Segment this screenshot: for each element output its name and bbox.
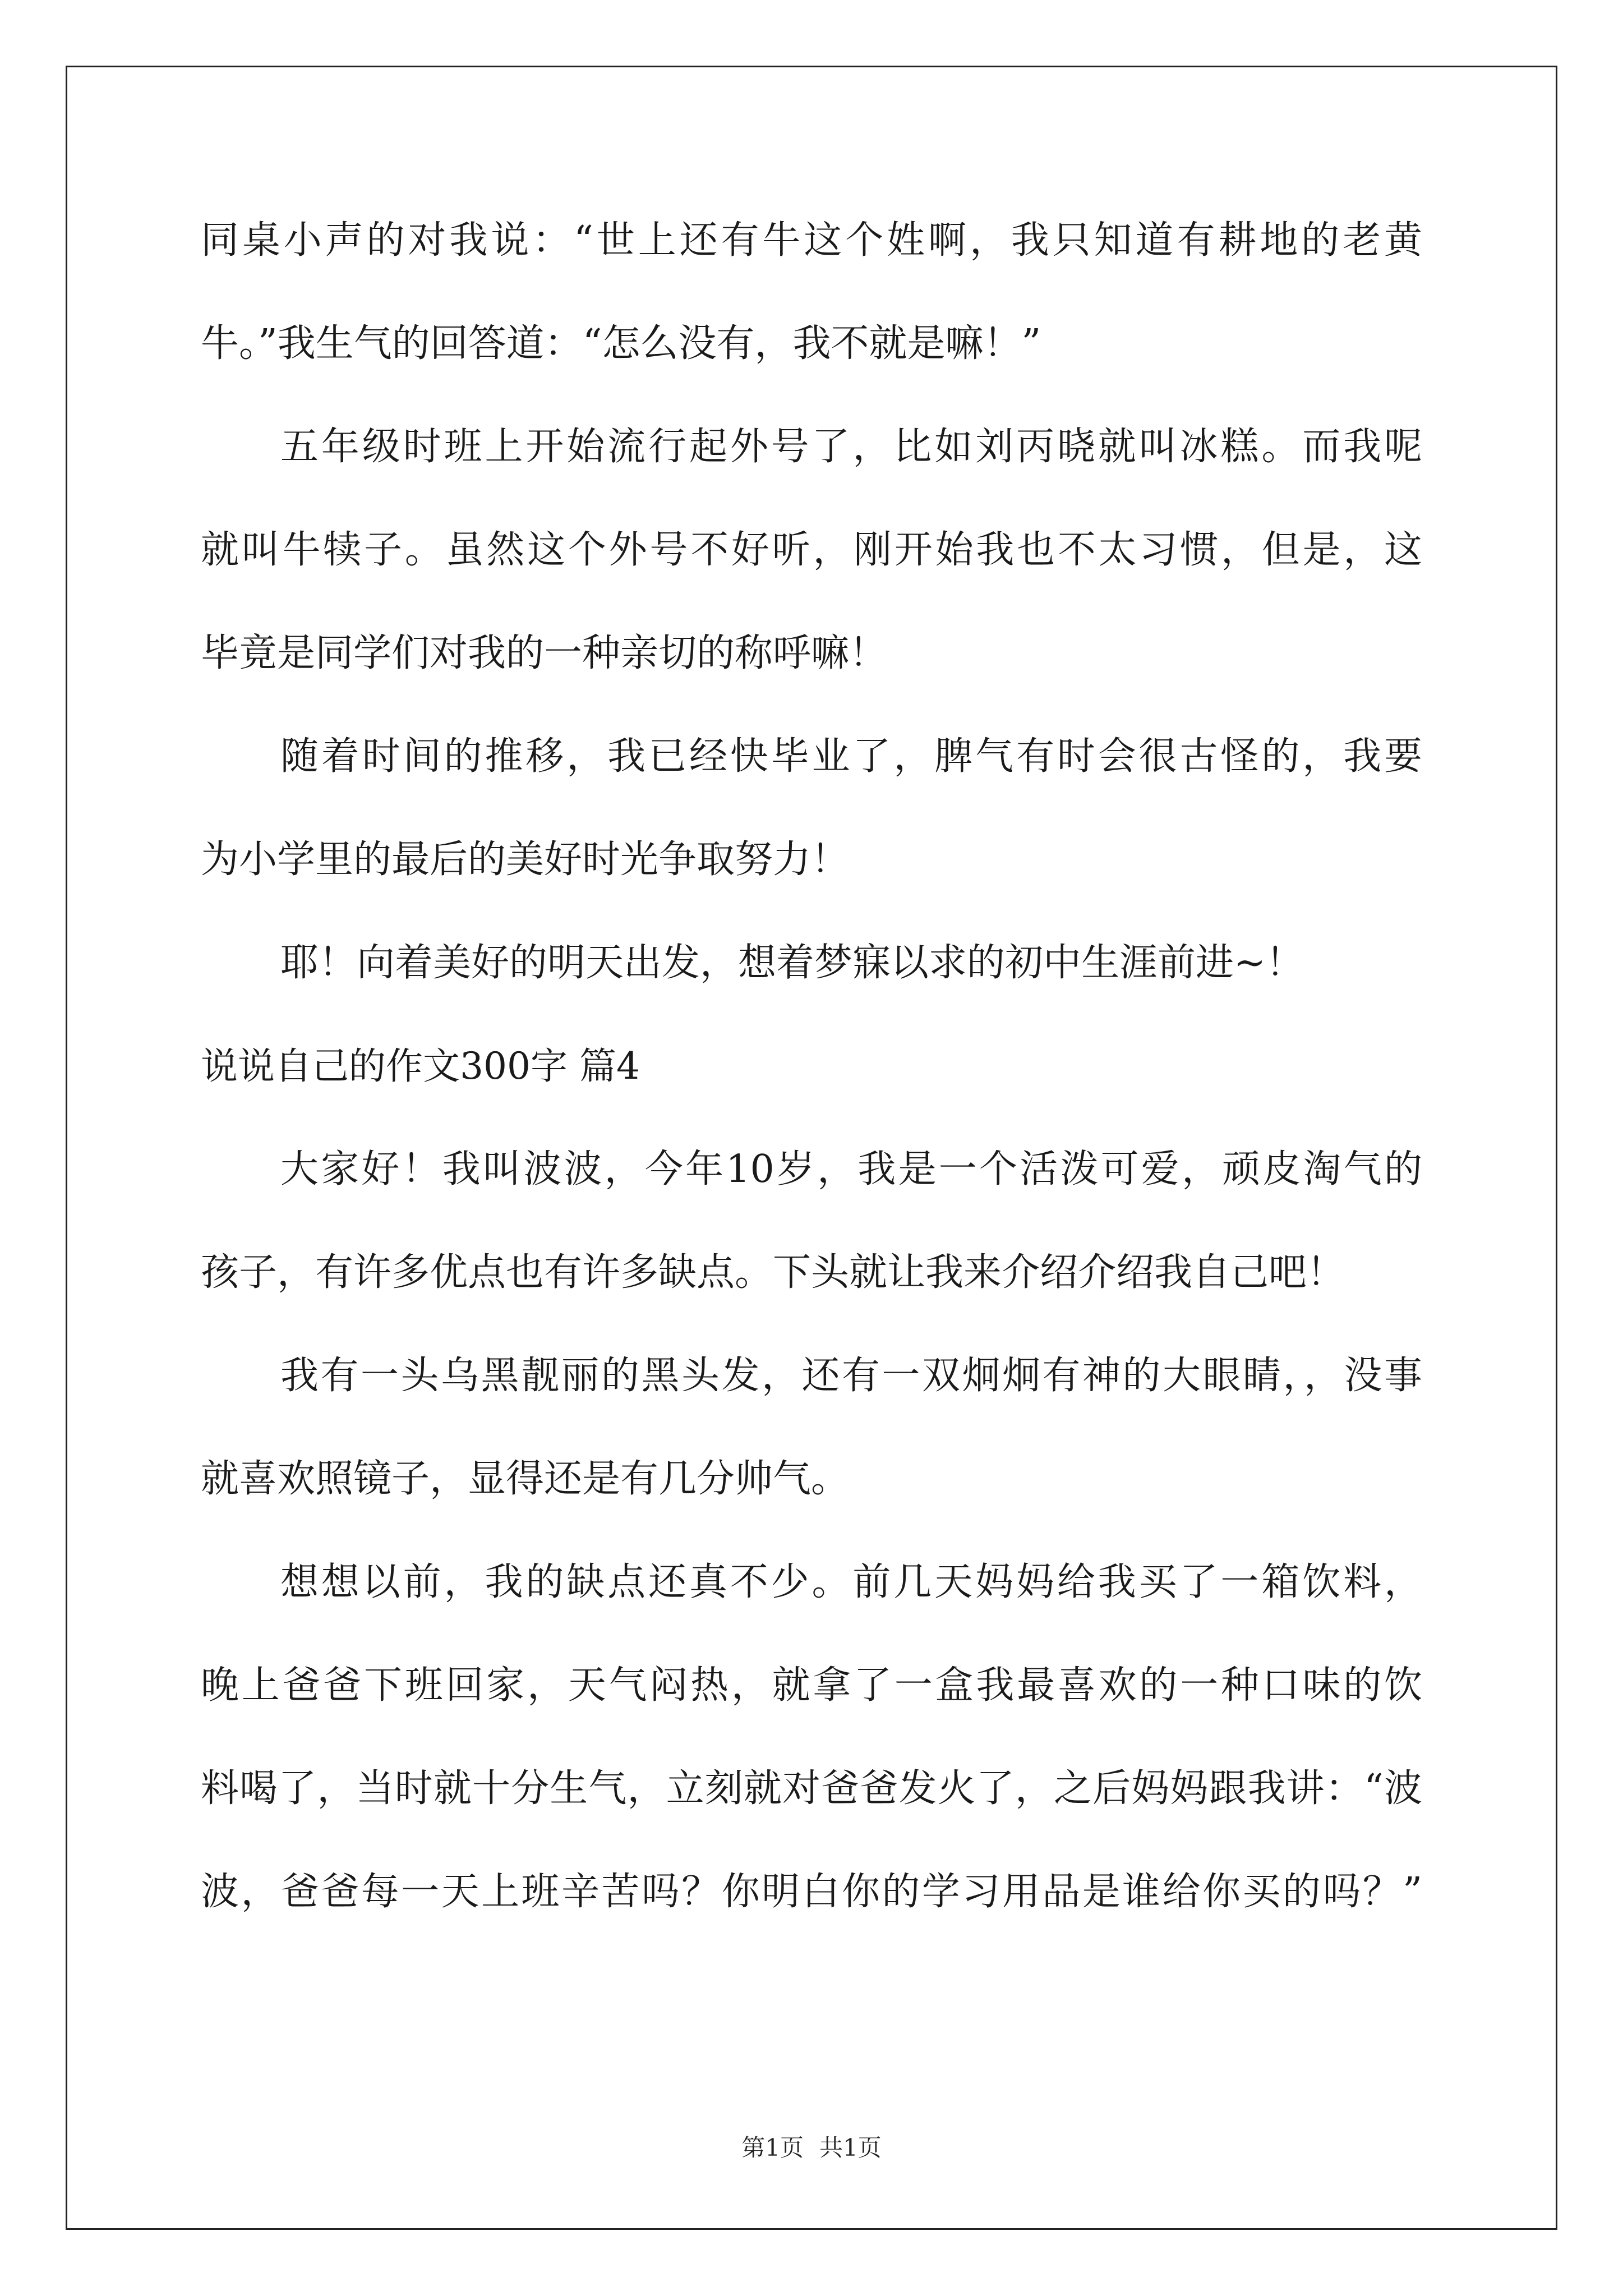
page-footer bbox=[0, 2134, 1623, 2162]
text-line: 波，爸爸每一天上班辛苦吗？你明白你的学习用品是谁给你买的吗？” bbox=[201, 1870, 1422, 1914]
paragraph-first-line: 耶！向着美好的明天出发，想着梦寐以求的初中生涯前进~！ bbox=[280, 941, 1304, 985]
paragraph-first-line: 五年级时班上开始流行起外号了，比如刘丙晓就叫冰糕。而我呢 bbox=[280, 425, 1422, 469]
paragraph-first-line: 大家好！我叫波波，今年10岁，我是一个活泼可爱，顽皮淘气的 bbox=[280, 1147, 1422, 1191]
page-number: 第1页 bbox=[741, 2134, 804, 2161]
paragraph-first-line: 随着时间的推移，我已经快毕业了，脾气有时会很古怪的，我要 bbox=[280, 734, 1422, 779]
text-line: 毕竟是同学们对我的一种亲切的称呼嘛！ bbox=[201, 631, 888, 675]
text-line: 同桌小声的对我说：“世上还有牛这个姓啊，我只知道有耕地的老黄 bbox=[201, 218, 1422, 263]
page-total: 共1页 bbox=[819, 2134, 882, 2161]
paragraph-first-line: 我有一头乌黑靓丽的黑头发，还有一双炯炯有神的大眼睛，，没事 bbox=[280, 1354, 1422, 1398]
text-line: 为小学里的最后的美好时光争取努力！ bbox=[201, 838, 850, 882]
text-line: 就叫牛犊子。虽然这个外号不好听，刚开始我也不太习惯，但是，这 bbox=[201, 528, 1422, 572]
text-line: 就喜欢照镜子，显得还是有几分帅气。 bbox=[201, 1457, 850, 1501]
text-line: 牛。”我生气的回答道：“怎么没有，我不就是嘛！” bbox=[201, 321, 1041, 366]
text-line: 料喝了，当时就十分生气，立刻就对爸爸发火了，之后妈妈跟我讲：“波 bbox=[201, 1766, 1422, 1811]
text-line: 晚上爸爸下班回家，天气闷热，就拿了一盒我最喜欢的一种口味的饮 bbox=[201, 1663, 1422, 1708]
section-heading: 说说自己的作文300字 篇4 bbox=[201, 1045, 640, 1088]
text-line: 孩子，有许多优点也有许多缺点。下头就让我来介绍介绍我自己吧！ bbox=[201, 1250, 1345, 1295]
paragraph-first-line: 想想以前，我的缺点还真不少。前几天妈妈给我买了一箱饮料， bbox=[280, 1560, 1422, 1604]
